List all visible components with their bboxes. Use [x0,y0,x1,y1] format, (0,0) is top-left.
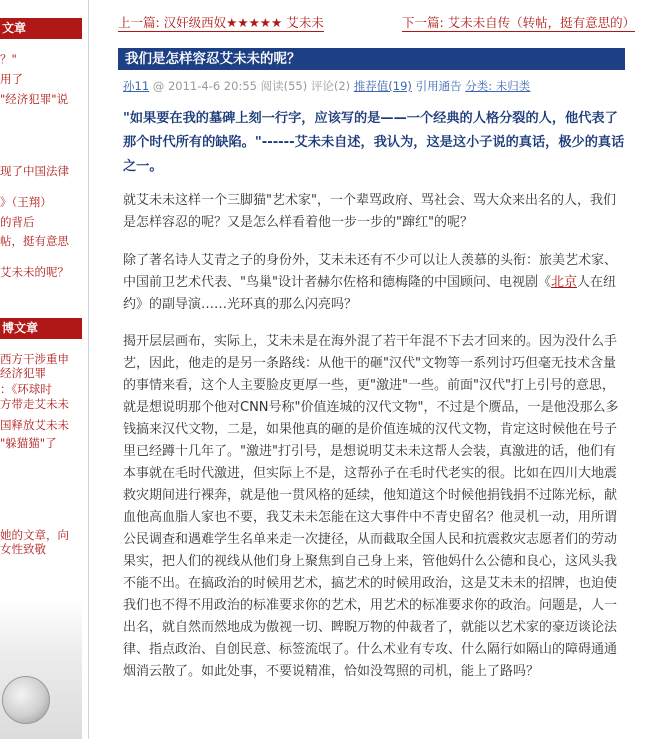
sidebar-link[interactable]: 她的文章，向 [0,528,69,542]
coin-image [2,676,50,724]
sidebar-link[interactable]: "经济犯罪"说 [0,92,69,106]
sidebar-link[interactable]: 女性致敬 [0,542,46,556]
sidebar-link[interactable]: 经济犯罪 [0,366,46,380]
next-post-link[interactable]: 下一篇: 艾未未自传（转帖，挺有意思的） [402,15,636,30]
sidebar-link[interactable]: 国释放艾未未 [0,418,69,432]
post-info: @ 2011-4-6 20:55 阅读(55) 评论(2) [149,79,354,93]
author-link[interactable]: 孙11 [123,79,150,93]
article-paragraph [123,250,626,316]
article-meta [123,78,530,94]
sidebar-link[interactable]: 用了 [0,72,23,86]
sidebar-link[interactable]: 方带走艾未未 [0,397,69,411]
column-divider [88,0,89,739]
sidebar-section-header: 文章 [0,18,82,39]
sidebar-link[interactable]: 现了中国法律 [0,164,69,178]
recommend-link[interactable]: 推荐值(19) [353,79,412,93]
left-sidebar [0,0,82,739]
article-title: 我们是怎样容忍艾未未的呢？ [118,48,625,70]
category-link[interactable]: 分类: 未归类 [465,79,531,93]
article-paragraph: 就艾未未这样一个三脚猫"艺术家"，一个辈骂政府、骂社会、骂大众来出名的人，我们是怎样容忍的呢？又是怎么样看着他一步一步的"蹿红"的呢？ [123,193,616,230]
sidebar-link[interactable]: "躲猫猫"了 [0,436,57,450]
beijing-link[interactable]: 北京 [550,275,577,290]
sidebar-link[interactable]: 》（王翔） [0,195,52,209]
sidebar-section-header: 博文章 [0,318,82,339]
paragraph-text: 人在纽约》的副导演……光环真的那么闪亮吗？ [123,275,616,312]
article-paragraph: 揭开层层画布，实际上，艾未未是在海外混了若干年混不下去才回来的。因为没什么手艺，因此，他走的是另一条路线：从他干的砸"汉代"文物等一系列讨巧但毫无技术含量的事情来看，这个人主要脸皮更厚一些，更"激进"一些。前面"汉代"打上引号的意思，就是想说明那个他对CNN号称"价值连城的汉代文物"，不过是个赝品，一是他没那么多钱搞来汉代文物，二是，如果他真的砸的是价值连城的汉代文物，肯定这时候他在号子里已经蹲十几年了。"激进"打引号，是想说明艾未未这帮人会装，真激进的话，他们有本事就在毛时代激进，但实际上不是，这帮孙子在毛时代老实的很。比如在四川大地震救灾期间进行裸奔，就是他一贯风格的延续，他知道这个时候他捐钱捐不过陈光标，献血他高血脂人家也不要，我艾未未怎能在这大事件中不青史留名？他灵机一动，用所谓公民调查和遇难学生名单来走一次捷径，从而截取全国人民和抗震救灾志愿者们的劳动果实，把人们的视线从他们身上聚焦到自己身上来，管他妈什么公德和良心，这风头我不能不出。在搞政治的时候用艺术，搞艺术的时候用政治，这是艾未未的招牌，也迫使我们也不得不用政治的标准要求你的艺术，用艺术的标准要求你的政治。问题是，人一出名，就自然而然地成为傲视一切、睥睨万物的仲裁者了，就能以艺术家的豪迈谈论法律、指点政治、自创民意、标签流氓了。什么术业有专攻、什么隔行如隔山的障碍通通烟消云散了。如此处事，不要说精准，恰如没驾照的司机，能上了路吗？ [123,334,619,679]
sidebar-link[interactable]: 帖，挺有意思 [0,234,69,248]
trackback-link[interactable]: 引用通告 [415,79,462,93]
sidebar-link[interactable]: 的背后 [0,215,35,229]
paragraph-text: 除了著名诗人艾青之子的身份外，艾未未还有不少可以让人羡慕的头衔：旅美艺术家、中国前卫艺术代表、"鸟巢"设计者赫尔佐格和德梅隆的中国顾问、电视剧《 [123,253,618,290]
sidebar-link[interactable]: ：《环球时 [0,382,52,396]
sidebar-link[interactable]: ？" [0,52,17,66]
sidebar-link[interactable]: 西方干涉重申 [0,352,69,366]
article-quote: "如果要在我的墓碑上刻一行字，应该写的是——一个经典的人格分裂的人，他代表了那个时代所有的缺陷。"------艾未未自述，我认为，这是这小子说的真话，极少的真话之一。 [123,111,625,174]
sidebar-link[interactable]: 艾未未的呢？ [0,265,69,279]
prev-post-link[interactable]: 上一篇: 汉奸级西奴★★★★★ 艾未未 [118,15,324,30]
